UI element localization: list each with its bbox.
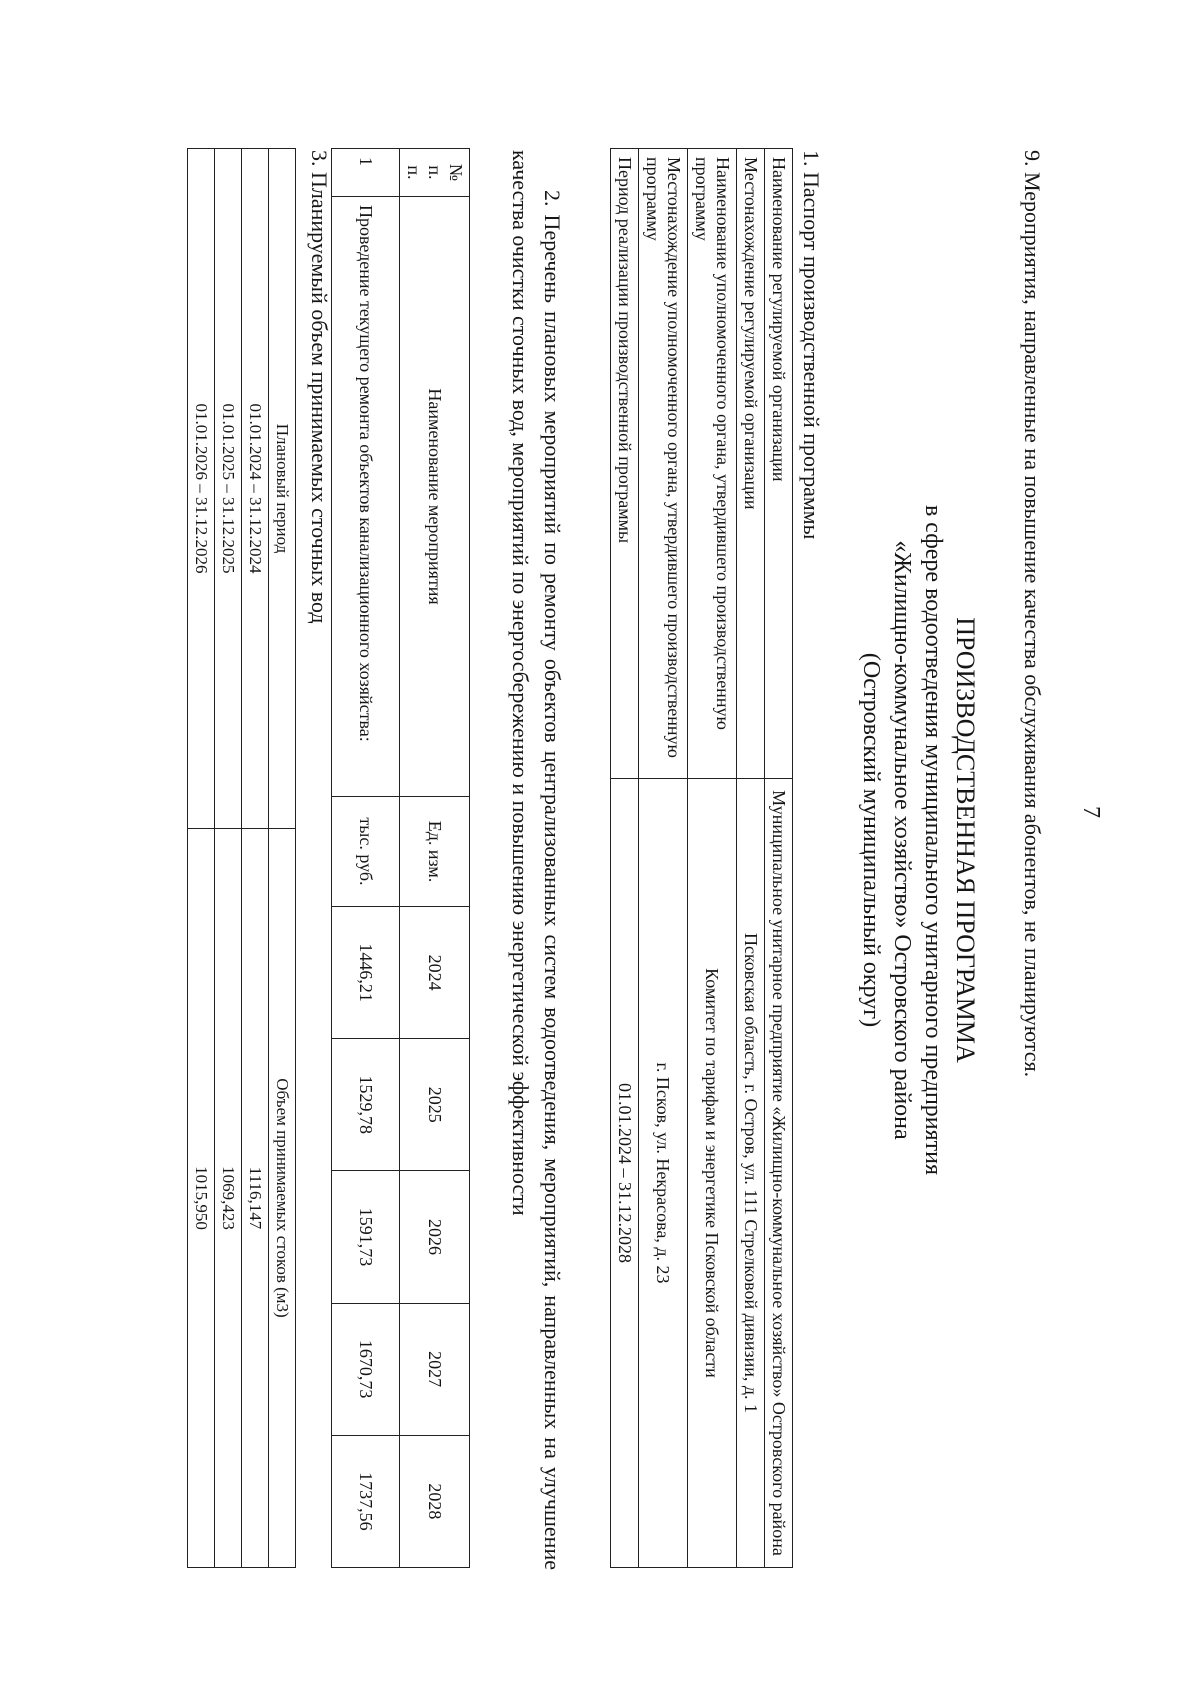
row-period: 01.01.2024 – 31.12.2024 xyxy=(242,149,269,829)
volume-heading: 3. Планируемый объем принимаемых сточных вод xyxy=(307,150,332,624)
passport-heading: 1. Паспорт производственной программы xyxy=(799,150,824,540)
table-row xyxy=(188,149,215,1568)
column-header-year: 2025 xyxy=(400,1039,470,1171)
measures-table xyxy=(331,148,470,1568)
passport-label: Период реализации производственной программы xyxy=(611,149,639,779)
row-volume: 1069,423 xyxy=(215,829,242,1568)
table-row xyxy=(242,149,269,1568)
row-volume: 1015,950 xyxy=(188,829,215,1568)
page-number: 7 xyxy=(1078,806,1104,818)
title-line-2: в сфере водоотведения муниципального унитарного предприятия xyxy=(920,504,947,1176)
row-num: 1 xyxy=(332,149,400,197)
passport-label: Местонахождение регулируемой организации xyxy=(737,149,765,779)
title-line-4: (Островский муниципальный округ) xyxy=(857,652,884,1028)
title-line-1: ПРОИЗВОДСТВЕННАЯ ПРОГРАММА xyxy=(951,617,980,1063)
column-header-name: Наименование мероприятия xyxy=(400,197,470,797)
table-row xyxy=(737,149,765,1568)
section-9-text: 9. Мероприятия, направленные на повышение качества обслуживания абонентов, не планируются. xyxy=(1020,150,1045,1078)
table-row xyxy=(765,149,793,1568)
passport-label: Наименование уполномоченного органа, утвердившего производственную программу xyxy=(688,149,737,779)
passport-label: Местонахождение уполномоченного органа, утвердившего производственную программу xyxy=(639,149,688,779)
table-row xyxy=(332,149,400,1568)
document-title xyxy=(855,340,982,1340)
row-value: 1446,21 xyxy=(332,907,400,1039)
row-period: 01.01.2025 – 31.12.2025 xyxy=(215,149,242,829)
table-row xyxy=(215,149,242,1568)
table-header-row xyxy=(269,149,296,1568)
passport-table xyxy=(610,148,793,1568)
passport-value: Комитет по тарифам и энергетике Псковской области xyxy=(688,779,737,1568)
volume-table xyxy=(187,148,296,1568)
measures-heading: 2. Перечень плановых мероприятий по ремонту объектов централизованных систем водоотведения, мероприятий, направленных на улучшение качества очистки сточных вод, мероприятий по энергосбережению и повышению энергетической эффективности xyxy=(508,150,565,1570)
table-row xyxy=(639,149,688,1568)
column-header-year: 2024 xyxy=(400,907,470,1039)
column-header-period: Плановый период xyxy=(269,149,296,829)
table-row xyxy=(611,149,639,1568)
table-header-row xyxy=(400,149,470,1568)
passport-label: Наименование регулируемой организации xyxy=(765,149,793,779)
row-value: 1591,73 xyxy=(332,1171,400,1303)
table-row xyxy=(688,149,737,1568)
passport-value: Муниципальное унитарное предприятие «Жилищно-коммунальное хозяйство» Островского района xyxy=(765,779,793,1568)
column-header-year: 2026 xyxy=(400,1171,470,1303)
row-period: 01.01.2026 – 31.12.2026 xyxy=(188,149,215,829)
column-header-unit: Ед. изм. xyxy=(400,797,470,907)
row-value: 1737,56 xyxy=(332,1435,400,1567)
column-header-year: 2027 xyxy=(400,1303,470,1435)
row-value: 1670,73 xyxy=(332,1303,400,1435)
passport-value: г. Псков, ул. Некрасова, д. 23 xyxy=(639,779,688,1568)
row-unit: тыс. руб. xyxy=(332,797,400,907)
title-line-3: «Жилищно-коммунальное хозяйство» Островского района xyxy=(889,540,916,1140)
passport-value: Псковская область, г. Остров, ул. 111 Стрелковой дивизии, д. 1 xyxy=(737,779,765,1568)
column-header-volume: Объем принимаемых стоков (м3) xyxy=(269,829,296,1568)
row-name: Проведение текущего ремонта объектов канализационного хозяйства: xyxy=(332,197,400,797)
row-volume: 1116,147 xyxy=(242,829,269,1568)
row-value: 1529,78 xyxy=(332,1039,400,1171)
column-header-num: № п. п. xyxy=(400,149,470,197)
passport-value: 01.01.2024 – 31.12.2028 xyxy=(611,779,639,1568)
column-header-year: 2028 xyxy=(400,1435,470,1567)
